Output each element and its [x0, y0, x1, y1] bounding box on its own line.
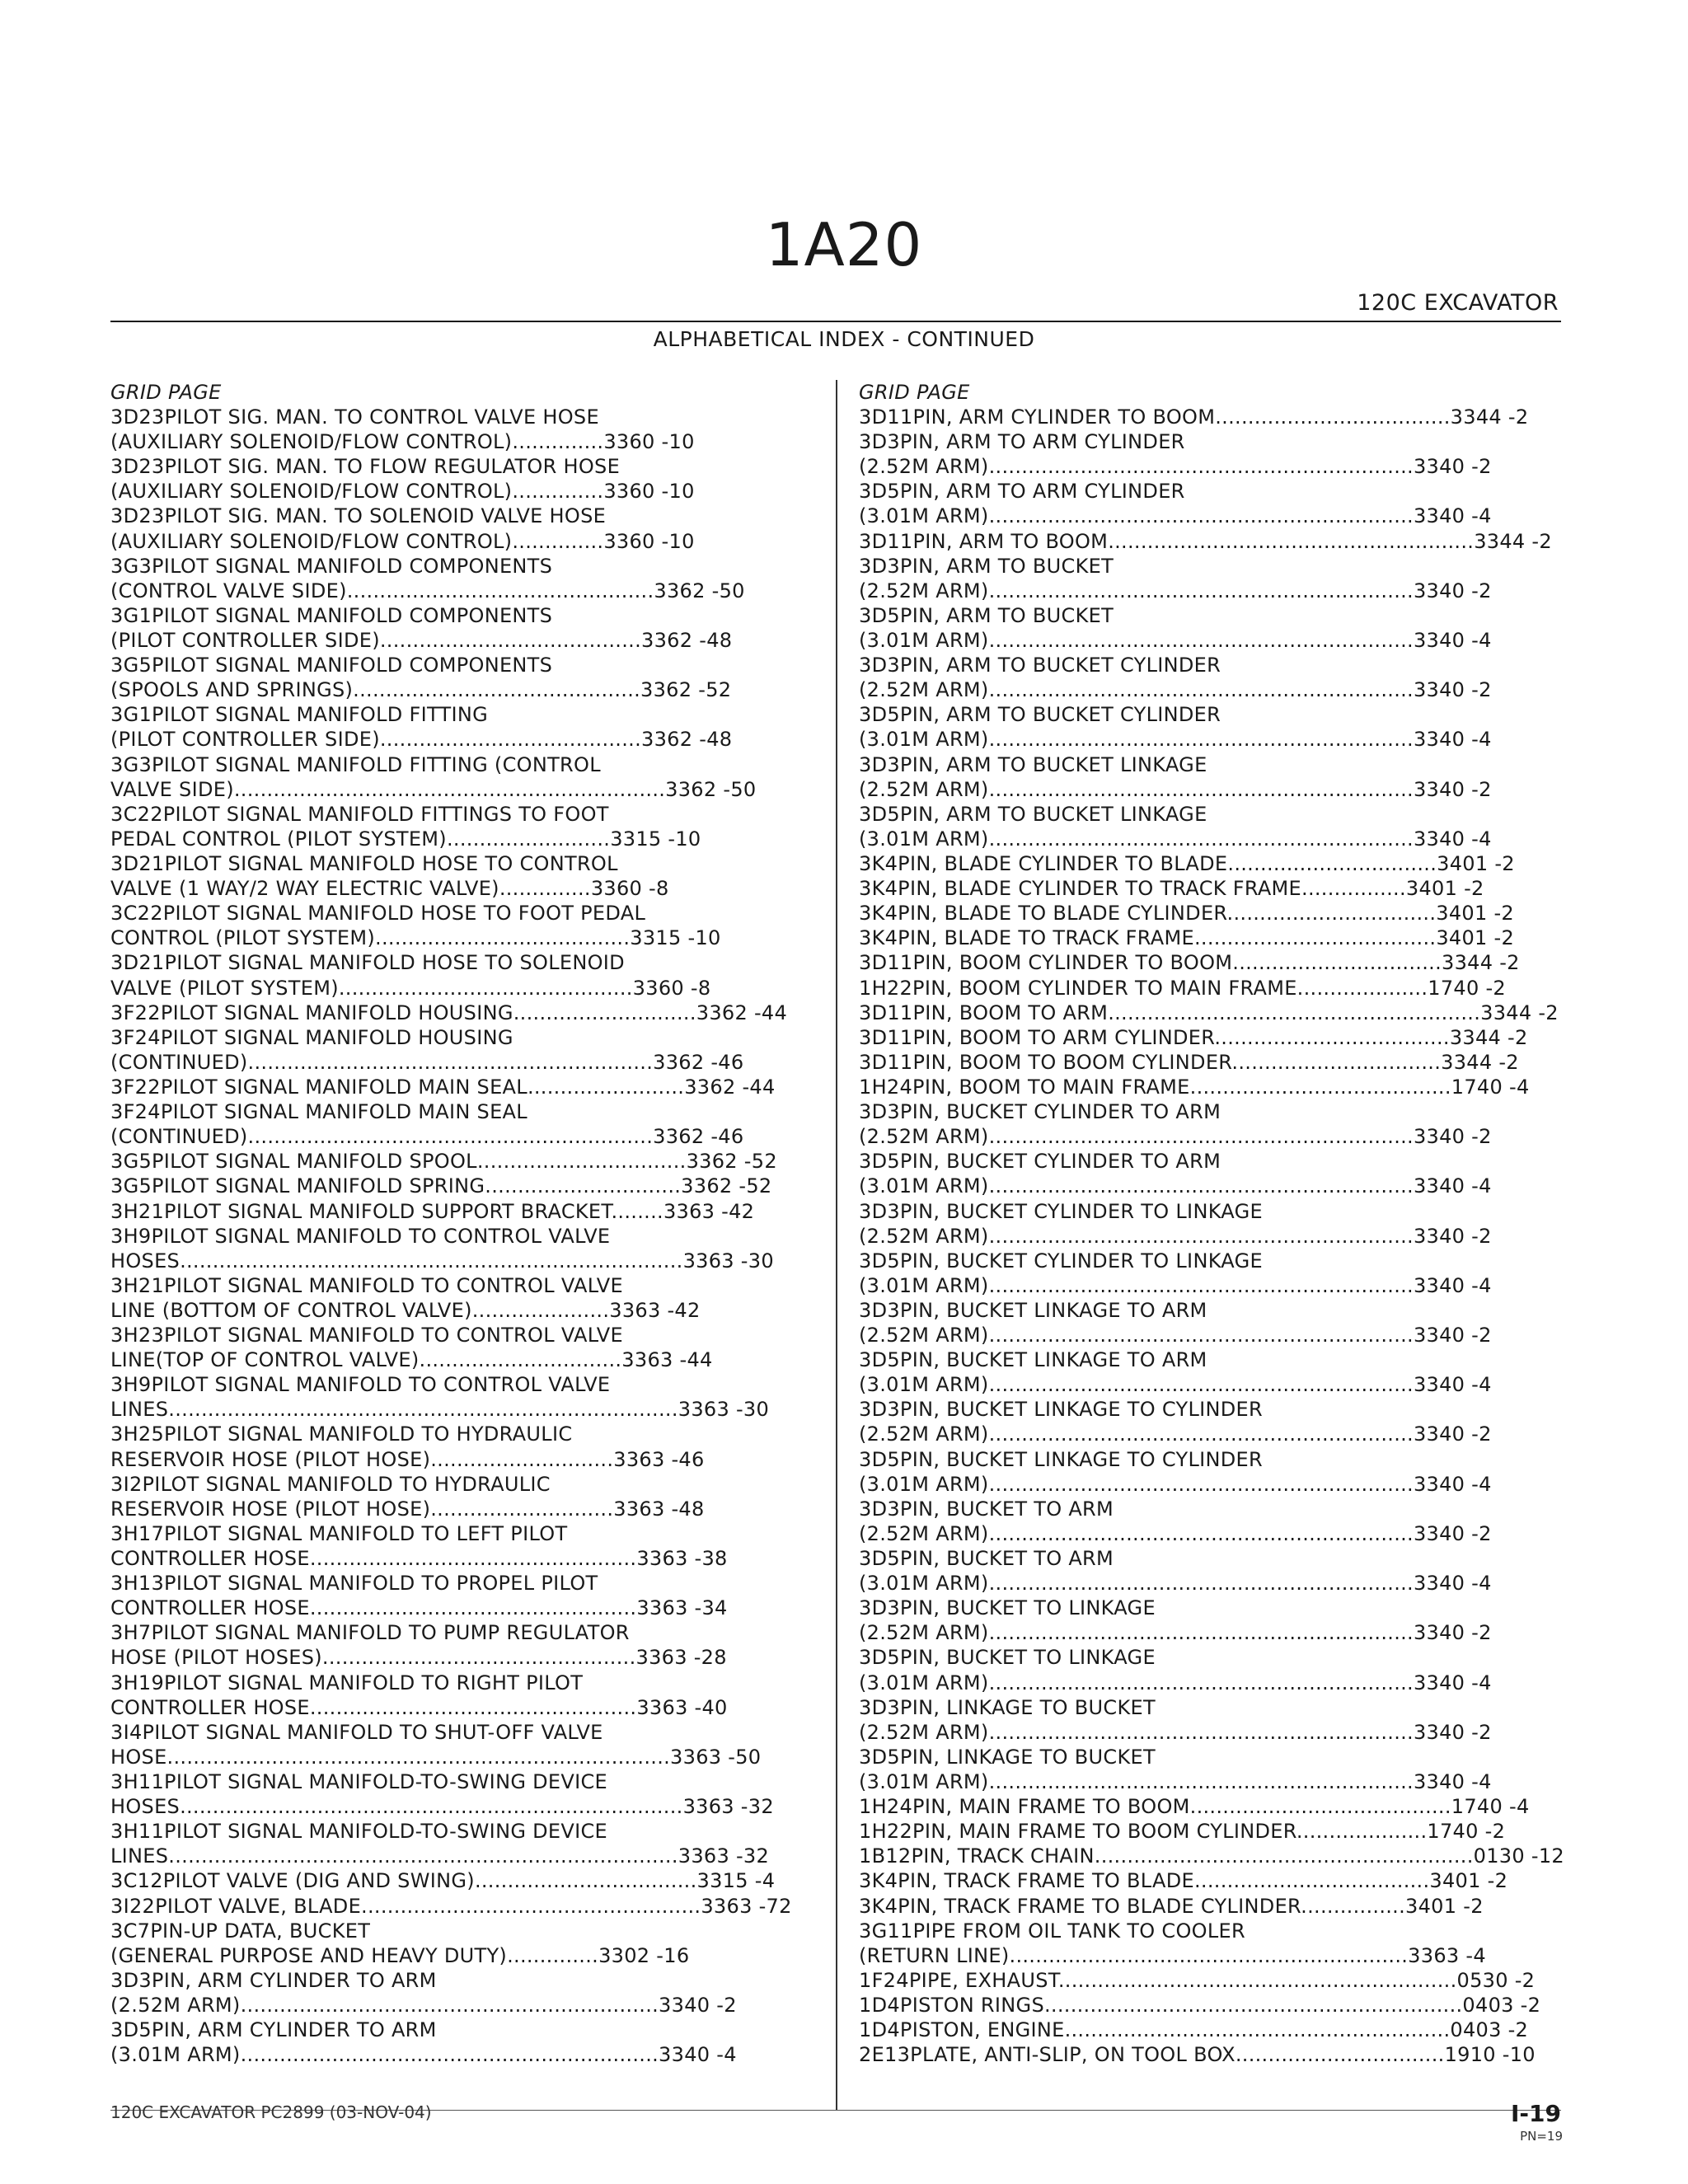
index-entry-line: (3.01M ARM).................................................................3340 -4 — [859, 1373, 1492, 1397]
index-entry-line: CONTROL (PILOT SYSTEM).......................................3315 -10 — [110, 926, 721, 950]
index-entry-line: 3G5PILOT SIGNAL MANIFOLD SPRING..............................3362 -52 — [110, 1174, 772, 1198]
index-entry-line: 3K4PIN, BLADE CYLINDER TO BLADE................................3401 -2 — [859, 851, 1515, 875]
index-entry-line: 3G1PILOT SIGNAL MANIFOLD FITTING — [110, 703, 489, 727]
section-subtitle: ALPHABETICAL INDEX - CONTINUED — [653, 327, 1035, 351]
index-entry-line: (3.01M ARM).................................................................3340 -4 — [859, 827, 1492, 851]
index-entry-line: 3I2PILOT SIGNAL MANIFOLD TO HYDRAULIC — [110, 1472, 551, 1496]
index-entry-line: HOSES.............................................................................3363 -30 — [110, 1249, 774, 1272]
index-entry-line: 3D3PIN, ARM TO ARM CYLINDER — [859, 430, 1185, 454]
index-entry-line: (2.52M ARM).................................................................3340 -2 — [859, 1621, 1492, 1645]
index-entry-line: (2.52M ARM).................................................................3340 -2 — [859, 1720, 1492, 1744]
index-entry-line: 3D5PIN, LINKAGE TO BUCKET — [859, 1745, 1156, 1769]
index-entry-line: (3.01M ARM).................................................................3340 -4 — [859, 1671, 1492, 1694]
index-entry-line: 3G5PILOT SIGNAL MANIFOLD COMPONENTS — [110, 654, 553, 677]
header-rule — [110, 321, 1561, 322]
index-entry-line: 1H22PIN, MAIN FRAME TO BOOM CYLINDER....................1740 -2 — [859, 1820, 1506, 1844]
index-entry-line: RESERVOIR HOSE (PILOT HOSE)............................3363 -46 — [110, 1447, 705, 1471]
index-entry-line: 3H13PILOT SIGNAL MANIFOLD TO PROPEL PILOT — [110, 1572, 598, 1596]
index-entry-line: 3D3PIN, BUCKET LINKAGE TO CYLINDER — [859, 1398, 1263, 1422]
index-column-right — [859, 380, 1564, 2067]
index-entry-line: (2.52M ARM)................................................................3340 -2 — [110, 1994, 737, 2017]
index-entry-line: PEDAL CONTROL (PILOT SYSTEM).........................3315 -10 — [110, 827, 701, 851]
index-entry-line: 3H19PILOT SIGNAL MANIFOLD TO RIGHT PILOT — [110, 1671, 584, 1694]
index-entry-line: 3C12PILOT VALVE (DIG AND SWING)..................................3315 -4 — [110, 1869, 776, 1893]
index-entry-line: 3D3PIN, BUCKET TO LINKAGE — [859, 1596, 1156, 1620]
index-entry-line: 3D3PIN, ARM TO BUCKET CYLINDER — [859, 654, 1221, 677]
index-entry-line: 3H17PILOT SIGNAL MANIFOLD TO LEFT PILOT — [110, 1521, 568, 1545]
index-entry-line: 3D5PIN, ARM TO BUCKET — [859, 603, 1114, 627]
index-entry-line: 3K4PIN, BLADE TO TRACK FRAME.....................................3401 -2 — [859, 926, 1515, 950]
index-entry-line: (CONTINUED)..............................................................3362 -46 — [110, 1050, 744, 1074]
footer-doc-id: 120C EXCAVATOR PC2899 (03-NOV-04) — [110, 2102, 432, 2122]
index-entry-line: 3F22PILOT SIGNAL MANIFOLD HOUSING............................3362 -44 — [110, 1001, 788, 1024]
index-entry-line: 3D21PILOT SIGNAL MANIFOLD HOSE TO SOLENOID — [110, 951, 625, 975]
index-entry-line: 3H9PILOT SIGNAL MANIFOLD TO CONTROL VALVE — [110, 1373, 611, 1397]
index-entry-line: 3D11PIN, BOOM TO ARM CYLINDER....................................3344 -2 — [859, 1025, 1528, 1049]
index-entry-line: (AUXILIARY SOLENOID/FLOW CONTROL)..............3360 -10 — [110, 480, 695, 504]
index-entry-line: 3D3PIN, LINKAGE TO BUCKET — [859, 1695, 1156, 1719]
index-entry-line: HOSE (PILOT HOSES)................................................3363 -28 — [110, 1646, 727, 1670]
index-entry-line: 3D5PIN, BUCKET TO LINKAGE — [859, 1646, 1156, 1670]
index-entry-line: 3D11PIN, BOOM CYLINDER TO BOOM................................3344 -2 — [859, 951, 1520, 975]
index-entry-line: RESERVOIR HOSE (PILOT HOSE)............................3363 -48 — [110, 1497, 705, 1521]
index-entry-line: CONTROLLER HOSE..................................................3363 -34 — [110, 1596, 728, 1620]
page-number: I-19 — [1510, 2100, 1561, 2127]
index-entry-line: LINES..............................................................................3363 -32 — [110, 1844, 770, 1868]
index-entry-line: (PILOT CONTROLLER SIDE)........................................3362 -48 — [110, 728, 733, 752]
index-entry-line: 3D11PIN, BOOM TO BOOM CYLINDER................................3344 -2 — [859, 1050, 1519, 1074]
index-entry-line: 3D11PIN, BOOM TO ARM.........................................................3344 -2 — [859, 1001, 1559, 1024]
index-entry-line: 3D3PIN, BUCKET LINKAGE TO ARM — [859, 1298, 1207, 1322]
index-entry-line: 3D23PILOT SIG. MAN. TO SOLENOID VALVE HOSE — [110, 504, 607, 528]
index-entry-line: 1H24PIN, MAIN FRAME TO BOOM........................................1740 -4 — [859, 1795, 1530, 1819]
index-entry-line: (SPOOLS AND SPRINGS)............................................3362 -52 — [110, 678, 732, 702]
index-entry-line: 3H21PILOT SIGNAL MANIFOLD TO CONTROL VALVE — [110, 1273, 623, 1297]
index-entry-line: (3.01M ARM).................................................................3340 -4 — [859, 728, 1492, 752]
index-entry-line: LINE(TOP OF CONTROL VALVE)...............................3363 -44 — [110, 1348, 713, 1372]
index-entry-line: 3K4PIN, TRACK FRAME TO BLADE CYLINDER................3401 -2 — [859, 1894, 1484, 1918]
index-entry-line: (2.52M ARM).................................................................3340 -2 — [859, 777, 1492, 801]
index-entry-line: 3D3PIN, BUCKET CYLINDER TO LINKAGE — [859, 1199, 1263, 1223]
column-divider — [836, 380, 837, 2111]
index-entry-line: 3D3PIN, BUCKET TO ARM — [859, 1497, 1114, 1521]
index-entry-line: 3H25PILOT SIGNAL MANIFOLD TO HYDRAULIC — [110, 1422, 573, 1446]
index-entry-line: 3D5PIN, BUCKET CYLINDER TO ARM — [859, 1150, 1221, 1174]
index-entry-line: 3D23PILOT SIG. MAN. TO CONTROL VALVE HOSE — [110, 405, 599, 429]
index-entry-line: 1F24PIPE, EXHAUST.............................................................0530 -2 — [859, 1968, 1536, 1992]
index-entry-line: 3G3PILOT SIGNAL MANIFOLD FITTING (CONTROL — [110, 752, 601, 776]
index-entry-line: 1D4PISTON RINGS................................................................0403 -2 — [859, 1994, 1541, 2017]
index-entry-line: CONTROLLER HOSE..................................................3363 -38 — [110, 1547, 728, 1571]
index-entry-line: 3H11PILOT SIGNAL MANIFOLD-TO-SWING DEVICE — [110, 1770, 608, 1794]
index-entry-line: 3D23PILOT SIG. MAN. TO FLOW REGULATOR HOSE — [110, 455, 621, 479]
index-entry-line: VALVE SIDE)..................................................................3362 -50 — [110, 777, 757, 801]
index-entry-line: 3G3PILOT SIGNAL MANIFOLD COMPONENTS — [110, 554, 553, 578]
index-entry-line: 3K4PIN, TRACK FRAME TO BLADE....................................3401 -2 — [859, 1869, 1508, 1893]
index-entry-line: 3H11PILOT SIGNAL MANIFOLD-TO-SWING DEVICE — [110, 1820, 608, 1844]
index-entry-line: (2.52M ARM).................................................................3340 -2 — [859, 1422, 1492, 1446]
index-entry-line: (AUXILIARY SOLENOID/FLOW CONTROL)..............3360 -10 — [110, 430, 695, 454]
index-entry-line: 3G5PILOT SIGNAL MANIFOLD SPOOL................................3362 -52 — [110, 1150, 777, 1174]
index-entry-line: (3.01M ARM).................................................................3340 -4 — [859, 628, 1492, 652]
index-entry-line: 1H24PIN, BOOM TO MAIN FRAME........................................1740 -4 — [859, 1075, 1530, 1099]
index-entry-line: (2.52M ARM).................................................................3340 -2 — [859, 1324, 1492, 1347]
index-entry-line: 3H7PILOT SIGNAL MANIFOLD TO PUMP REGULATOR — [110, 1621, 630, 1645]
index-entry-line: 3H21PILOT SIGNAL MANIFOLD SUPPORT BRACKET........3363 -42 — [110, 1199, 755, 1223]
index-entry-line: 3D21PILOT SIGNAL MANIFOLD HOSE TO CONTROL — [110, 851, 618, 875]
index-entry-line: (2.52M ARM).................................................................3340 -2 — [859, 1125, 1492, 1149]
index-entry-line: 3D5PIN, BUCKET CYLINDER TO LINKAGE — [859, 1249, 1263, 1272]
index-entry-line: 3H23PILOT SIGNAL MANIFOLD TO CONTROL VALVE — [110, 1324, 623, 1347]
index-entry-line: 3D5PIN, ARM TO BUCKET LINKAGE — [859, 802, 1207, 826]
index-entry-line: 1D4PISTON, ENGINE...........................................................0403 -2 — [859, 2018, 1529, 2042]
index-entry-line: 3D3PIN, ARM TO BUCKET — [859, 554, 1114, 578]
index-entry-line: 3F22PILOT SIGNAL MANIFOLD MAIN SEAL........................3362 -44 — [110, 1075, 776, 1099]
index-entry-line: CONTROLLER HOSE..................................................3363 -40 — [110, 1695, 728, 1719]
index-entry-line: (2.52M ARM).................................................................3340 -2 — [859, 579, 1492, 602]
index-entry-line: 3D11PIN, ARM CYLINDER TO BOOM....................................3344 -2 — [859, 405, 1529, 429]
index-entry-line: 3D3PIN, ARM CYLINDER TO ARM — [110, 1968, 437, 1992]
index-entry-line: (3.01M ARM).................................................................3340 -4 — [859, 504, 1492, 528]
index-entry-line: 3F24PILOT SIGNAL MANIFOLD HOUSING — [110, 1025, 513, 1049]
index-entry-line: (3.01M ARM).................................................................3340 -4 — [859, 1472, 1492, 1496]
index-entry-line: 1B12PIN, TRACK CHAIN..........................................................0130 -12 — [859, 1844, 1564, 1868]
index-entries-left — [110, 405, 836, 2067]
index-entry-line: 3C22PILOT SIGNAL MANIFOLD HOSE TO FOOT PEDAL — [110, 902, 646, 926]
index-entry-line: (2.52M ARM).................................................................3340 -2 — [859, 1521, 1492, 1545]
index-entry-line: (3.01M ARM).................................................................3340 -4 — [859, 1572, 1492, 1596]
index-entry-line: 1H22PIN, BOOM CYLINDER TO MAIN FRAME....................1740 -2 — [859, 976, 1507, 1000]
index-entry-line: (AUXILIARY SOLENOID/FLOW CONTROL)..............3360 -10 — [110, 529, 695, 553]
index-entry-line: 2E13PLATE, ANTI-SLIP, ON TOOL BOX................................1910 -10 — [859, 2043, 1536, 2067]
index-column-left — [110, 380, 836, 2067]
index-entry-line: 3D5PIN, ARM CYLINDER TO ARM — [110, 2018, 437, 2042]
index-entry-line: (PILOT CONTROLLER SIDE)........................................3362 -48 — [110, 628, 733, 652]
index-entry-line: (3.01M ARM)................................................................3340 -4 — [110, 2043, 737, 2067]
index-entry-line: VALVE (1 WAY/2 WAY ELECTRIC VALVE)..............3360 -8 — [110, 877, 669, 901]
index-entry-line: 3D3PIN, ARM TO BUCKET LINKAGE — [859, 752, 1207, 776]
index-entry-line: LINES..............................................................................3363 -30 — [110, 1398, 770, 1422]
index-entry-line: 3D11PIN, ARM TO BOOM........................................................3344 -2 — [859, 529, 1552, 553]
index-entry-line: 3K4PIN, BLADE TO BLADE CYLINDER................................3401 -2 — [859, 902, 1514, 926]
index-entry-line: 3K4PIN, BLADE CYLINDER TO TRACK FRAME................3401 -2 — [859, 877, 1484, 901]
index-entry-line: (3.01M ARM).................................................................3340 -4 — [859, 1770, 1492, 1794]
index-entry-line: HOSE.............................................................................3363 -50 — [110, 1745, 762, 1769]
index-entry-line: 3D5PIN, ARM TO BUCKET CYLINDER — [859, 703, 1221, 727]
index-entry-line: 3D5PIN, BUCKET TO ARM — [859, 1547, 1114, 1571]
index-entry-line: (CONTINUED)..............................................................3362 -46 — [110, 1125, 744, 1149]
index-entry-line: 3F24PILOT SIGNAL MANIFOLD MAIN SEAL — [110, 1100, 528, 1124]
index-entry-line: 3I22PILOT VALVE, BLADE....................................................3363 -72 — [110, 1894, 792, 1918]
index-entry-line: (3.01M ARM).................................................................3340 -4 — [859, 1174, 1492, 1198]
index-entry-line: (CONTROL VALVE SIDE)...............................................3362 -50 — [110, 579, 745, 602]
index-entry-line: 3D5PIN, BUCKET LINKAGE TO ARM — [859, 1348, 1207, 1372]
index-entry-line: HOSES.............................................................................3363 -32 — [110, 1795, 774, 1819]
index-entry-line: 3G1PILOT SIGNAL MANIFOLD COMPONENTS — [110, 603, 553, 627]
index-entries-right — [859, 405, 1564, 2067]
index-entry-line: 3D5PIN, BUCKET LINKAGE TO CYLINDER — [859, 1447, 1263, 1471]
index-entry-line: 3I4PILOT SIGNAL MANIFOLD TO SHUT-OFF VALVE — [110, 1720, 603, 1744]
page-title: 1A20 — [765, 210, 923, 279]
grid-page-header: GRID PAGE — [859, 381, 970, 404]
index-entry-line: 3C22PILOT SIGNAL MANIFOLD FITTINGS TO FOOT — [110, 802, 609, 826]
index-entry-line: 3D3PIN, BUCKET CYLINDER TO ARM — [859, 1100, 1221, 1124]
index-entry-line: VALVE (PILOT SYSTEM).............................................3360 -8 — [110, 976, 711, 1000]
index-entry-line: (2.52M ARM).................................................................3340 -2 — [859, 455, 1492, 479]
index-entry-line: 3C7PIN-UP DATA, BUCKET — [110, 1919, 371, 1943]
index-entry-line: (2.52M ARM).................................................................3340 -2 — [859, 1224, 1492, 1248]
index-entry-line: (RETURN LINE).............................................................3363 -4 — [859, 1943, 1486, 1967]
index-entry-line: (3.01M ARM).................................................................3340 -4 — [859, 1273, 1492, 1297]
index-entry-line: 3G11PIPE FROM OIL TANK TO COOLER — [859, 1919, 1245, 1943]
index-entry-line: 3D5PIN, ARM TO ARM CYLINDER — [859, 480, 1185, 504]
index-entry-line: LINE (BOTTOM OF CONTROL VALVE).....................3363 -42 — [110, 1298, 701, 1322]
index-entry-line: (2.52M ARM).................................................................3340 -2 — [859, 678, 1492, 702]
pn-label: PN=19 — [1520, 2129, 1563, 2144]
index-entry-line: 3H9PILOT SIGNAL MANIFOLD TO CONTROL VALVE — [110, 1224, 611, 1248]
model-label: 120C EXCAVATOR — [1357, 290, 1559, 316]
index-entry-line: (GENERAL PURPOSE AND HEAVY DUTY)..............3302 -16 — [110, 1943, 690, 1967]
grid-page-header: GRID PAGE — [110, 381, 222, 404]
